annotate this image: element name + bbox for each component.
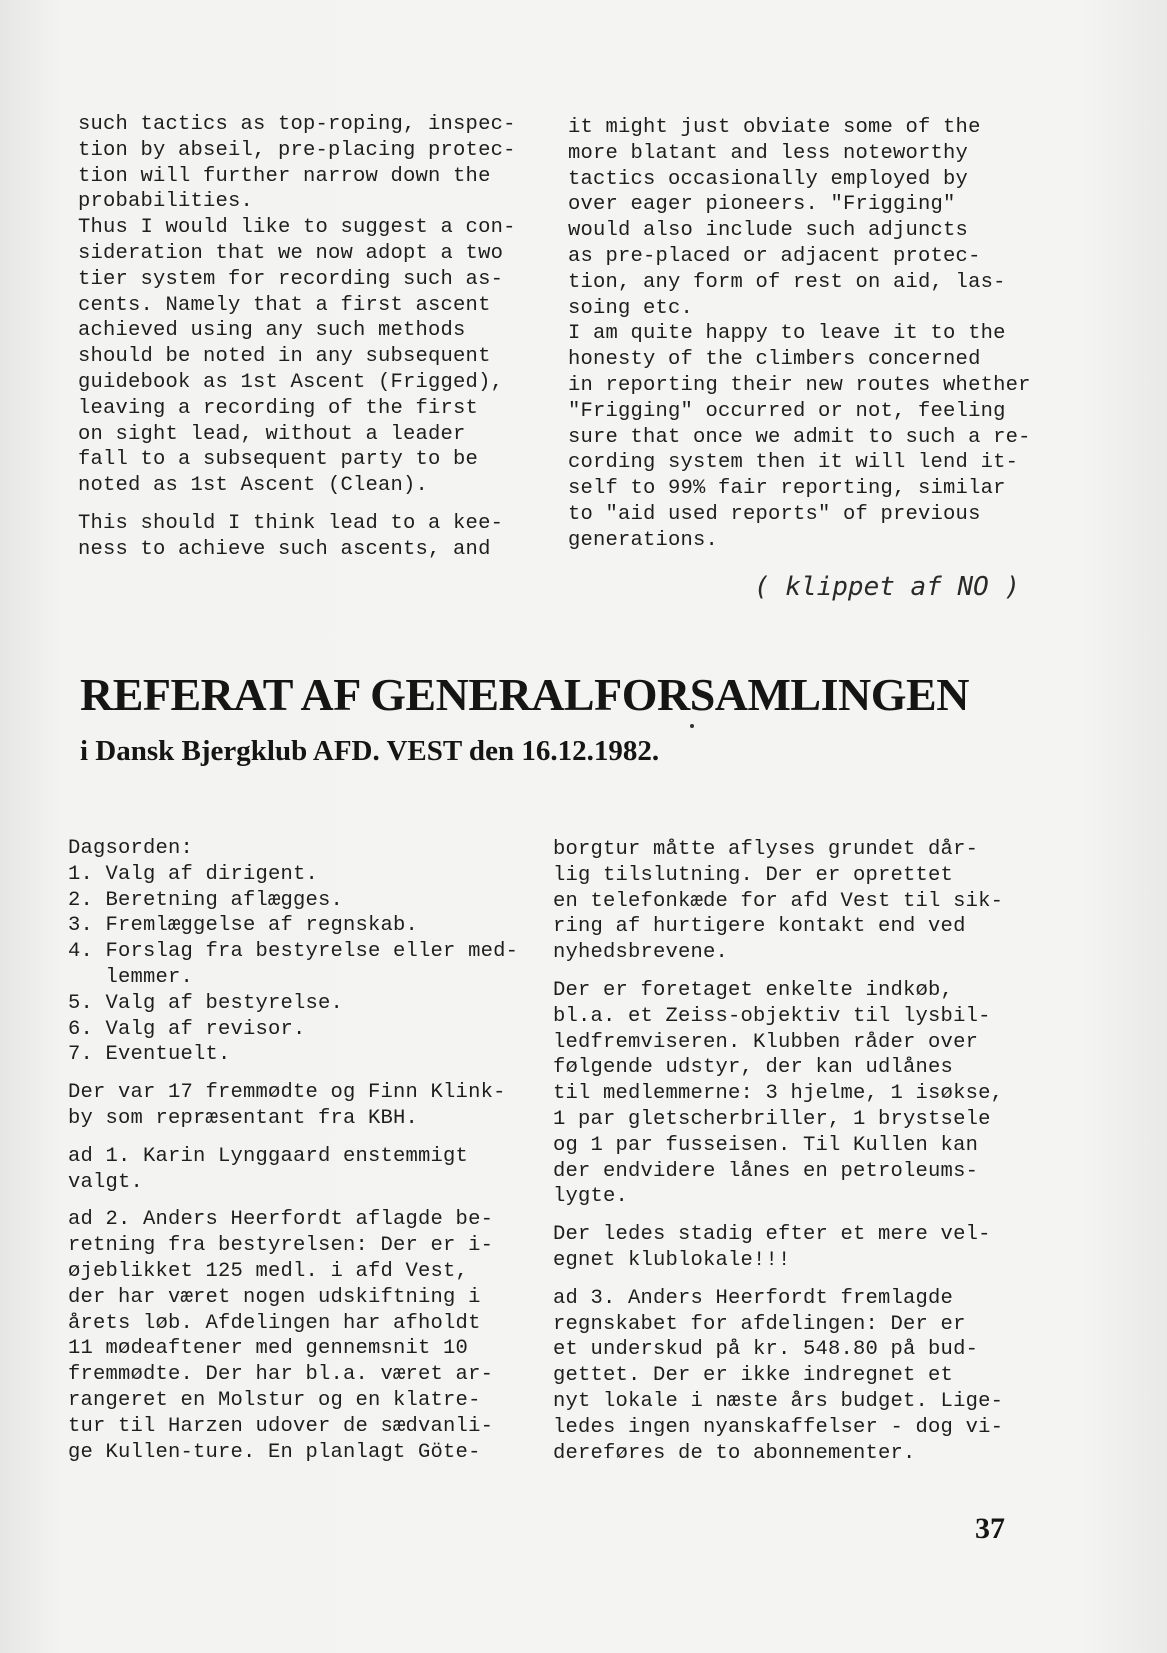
text-line: Der er foretaget enkelte indkøb,	[553, 978, 954, 1002]
text-line: to "aid used reports" of previous	[568, 502, 981, 526]
page-title: REFERAT AF GENERALFORSAMLINGEN	[80, 669, 969, 720]
text-line: egnet klublokale!!!	[553, 1248, 791, 1272]
text-line: ad 2. Anders Heerfordt aflagde be-	[68, 1208, 494, 1232]
text-line: ge Kullen-ture. En planlagt Göte-	[68, 1440, 481, 1464]
page-subtitle: i Dansk Bjergklub AFD. VEST den 16.12.1982.	[80, 735, 660, 767]
text-line: 11 mødeaftener med gennemsnit 10	[68, 1337, 469, 1361]
clipping-signature: ( klippet af NO )	[754, 572, 1021, 602]
text-line: rangeret en Molstur og en klatre-	[68, 1388, 481, 1412]
text-line: ledfremviseren. Klubben råder over	[553, 1030, 979, 1054]
text-line: ad 3. Anders Heerfordt fremlagde	[553, 1286, 954, 1310]
text-line: følgende udstyr, der kan udlånes	[553, 1056, 954, 1080]
text-line: sure that once we admit to such a re-	[568, 425, 1031, 449]
text-line: in reporting their new routes whether	[568, 373, 1031, 397]
text-line: soing etc.	[568, 296, 694, 320]
text-line: tion will further narrow down the	[78, 164, 491, 188]
text-line: og 1 par fusseisen. Til Kullen kan	[553, 1133, 979, 1157]
text-line: 1 par gletscherbriller, 1 brystsele	[553, 1107, 991, 1131]
text-line: årets løb. Afdelingen har afholdt	[68, 1311, 481, 1335]
text-line: by som repræsentant fra KBH.	[68, 1106, 419, 1130]
text-line: Dagsorden:	[68, 837, 194, 860]
text-line: noted as 1st Ascent (Clean).	[78, 474, 429, 498]
text-line: valgt.	[68, 1170, 144, 1194]
text-line: 7. Eventuelt.	[68, 1043, 231, 1067]
text-line: borgtur måtte aflyses grundet dår-	[553, 838, 979, 861]
text-line: This should I think lead to a kee-	[78, 511, 504, 535]
text-line: 1. Valg af dirigent.	[68, 862, 319, 886]
text-line: der har været nogen udskiftning i	[68, 1285, 481, 1309]
text-line: gettet. Der er ikke indregnet et	[553, 1364, 954, 1388]
text-line: probabilities.	[78, 190, 254, 214]
text-line: ring af hurtigere kontakt end ved	[553, 915, 966, 939]
text-line: tion, any form of rest on aid, las-	[568, 270, 1006, 294]
text-line: 2. Beretning aflægges.	[68, 888, 344, 912]
text-line: til medlemmerne: 3 hjelme, 1 isøkse,	[553, 1082, 1004, 1106]
text-line: ad 1. Karin Lynggaard enstemmigt	[68, 1144, 469, 1168]
text-line: tion by abseil, pre-placing protec-	[78, 138, 516, 162]
text-line: Der var 17 fremmødte og Finn Klink-	[68, 1081, 506, 1105]
text-line: 5. Valg af bestyrelse.	[68, 991, 344, 1015]
text-line: it might just obviate some of the	[568, 116, 981, 139]
text-line: 6. Valg af revisor.	[68, 1017, 306, 1041]
text-line: tactics occasionally employed by	[568, 167, 969, 191]
text-line: over eager pioneers. "Frigging"	[568, 193, 956, 217]
text-line: tier system for recording such as-	[78, 267, 504, 291]
page-number: 37	[975, 1512, 1005, 1545]
text-line: generations.	[568, 528, 719, 552]
text-line: et underskud på kr. 548.80 på bud-	[553, 1338, 979, 1362]
text-line: retning fra bestyrelsen: Der er i-	[68, 1234, 494, 1258]
text-line: dereføres de to abonnementer.	[553, 1441, 916, 1465]
stray-dot	[690, 724, 694, 728]
minutes-right-column	[553, 837, 1003, 1466]
text-line: 4. Forslag fra bestyrelse eller med-	[68, 940, 519, 964]
text-line: lig tilslutning. Der er oprettet	[553, 863, 954, 887]
text-line: should be noted in any subsequent	[78, 345, 491, 369]
text-line: self to 99% fair reporting, similar	[568, 477, 1006, 501]
text-line: more blatant and less noteworthy	[568, 141, 969, 165]
text-line: lygte.	[553, 1185, 629, 1209]
article-right-column	[568, 115, 1031, 554]
text-line: such tactics as top-roping, inspec-	[78, 113, 516, 136]
text-line: der endvidere lånes en petroleums-	[553, 1159, 979, 1183]
text-line: guidebook as 1st Ascent (Frigged),	[78, 370, 504, 394]
text-line: nyt lokale i næste års budget. Lige-	[553, 1389, 1004, 1413]
text-line: sideration that we now adopt a two	[78, 241, 504, 265]
text-line: 3. Fremlæggelse af regnskab.	[68, 914, 419, 938]
text-line: on sight lead, without a leader	[78, 422, 466, 446]
text-line: bl.a. et Zeiss-objektiv til lysbil-	[553, 1004, 991, 1028]
text-line: regnskabet for afdelingen: Der er	[553, 1312, 966, 1336]
minutes-left-column	[68, 836, 518, 1465]
text-line: ledes ingen nyanskaffelser - dog vi-	[553, 1415, 1004, 1439]
text-line: lemmer.	[68, 965, 194, 989]
text-line: cording system then it will lend it-	[568, 451, 1019, 475]
text-line: tur til Harzen udover de sædvanli-	[68, 1414, 494, 1438]
text-line: cents. Namely that a first ascent	[78, 293, 491, 317]
text-line: nyhedsbrevene.	[553, 941, 729, 965]
text-line: would also include such adjuncts	[568, 219, 969, 243]
text-line: en telefonkæde for afd Vest til sik-	[553, 889, 1004, 913]
text-line: fremmødte. Der har bl.a. været ar-	[68, 1363, 494, 1387]
text-line: Der ledes stadig efter et mere vel-	[553, 1223, 991, 1247]
text-line: "Frigging" occurred or not, feeling	[568, 399, 1006, 423]
text-line: ness to achieve such ascents, and	[78, 537, 491, 561]
text-line: leaving a recording of the first	[78, 396, 479, 420]
text-line: Thus I would like to suggest a con-	[78, 216, 516, 240]
text-line: I am quite happy to leave it to the	[568, 322, 1006, 346]
text-line: fall to a subsequent party to be	[78, 448, 479, 472]
text-line: honesty of the climbers concerned	[568, 348, 981, 372]
article-left-column	[78, 112, 516, 563]
text-line: achieved using any such methods	[78, 319, 466, 343]
text-line: øjeblikket 125 medl. i afd Vest,	[68, 1259, 469, 1283]
text-line: as pre-placed or adjacent protec-	[568, 244, 981, 268]
